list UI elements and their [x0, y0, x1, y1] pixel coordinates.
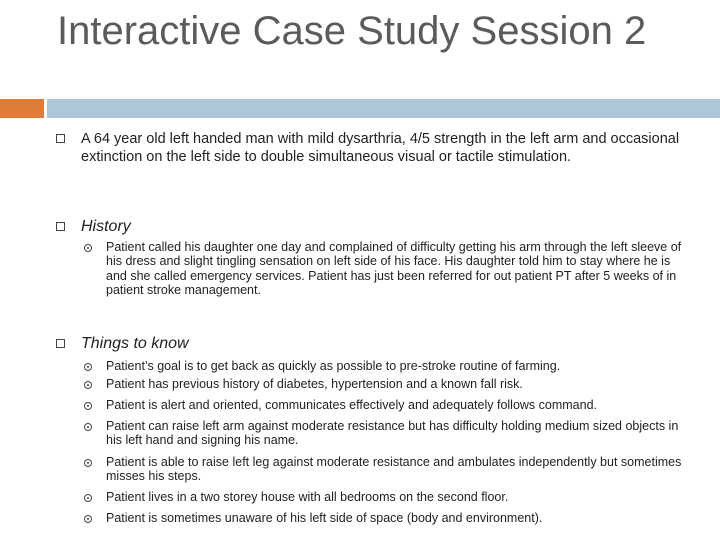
title-accent-bar	[0, 99, 44, 118]
circle-bullet-icon	[84, 459, 92, 467]
things-item: Patient has previous history of diabetes, hypertension and a known fall risk.	[106, 377, 523, 391]
case-intro: A 64 year old left handed man with mild dysarthria, 4/5 strength in the left arm and occasional extinction on the left side to double simultaneous visual or tactile stimulation.	[81, 131, 680, 165]
slide-title: Interactive Case Study Session 2	[57, 9, 647, 53]
circle-bullet-icon	[84, 515, 92, 523]
square-bullet-icon	[56, 134, 65, 143]
history-item: Patient called his daughter one day and complained of difficulty getting his arm through the left sleeve of his dress and slight tingling sensation on left side of his face. His daughter told him to stay where he is and she called emergency services. Patient has just been referred for out patient PT after 5 weeks of in patient stroke management.	[106, 240, 682, 298]
things-item: Patient can raise left arm against moderate resistance but has difficulty holding medium sized objects in his left hand and signing his name.	[106, 419, 679, 448]
circle-bullet-icon	[84, 423, 92, 431]
circle-bullet-icon	[84, 494, 92, 502]
circle-bullet-icon	[84, 244, 92, 252]
things-item: Patient is able to raise left leg against moderate resistance and ambulates independently but sometimes misses his steps.	[106, 455, 682, 484]
things-heading: Things to know	[81, 335, 189, 352]
things-item: Patient’s goal is to get back as quickly as possible to pre-stroke routine of farming.	[106, 359, 561, 373]
things-item: Patient lives in a two storey house with all bedrooms on the second floor.	[106, 490, 509, 504]
things-item: Patient is sometimes unaware of his left side of space (body and environment).	[106, 511, 543, 525]
circle-bullet-icon	[84, 402, 92, 410]
title-underline-bar	[47, 99, 720, 118]
circle-bullet-icon	[84, 363, 92, 371]
square-bullet-icon	[56, 339, 65, 348]
things-item: Patient is alert and oriented, communicates effectively and adequately follows command.	[106, 398, 598, 412]
circle-bullet-icon	[84, 381, 92, 389]
square-bullet-icon	[56, 222, 65, 231]
history-heading: History	[81, 218, 131, 235]
